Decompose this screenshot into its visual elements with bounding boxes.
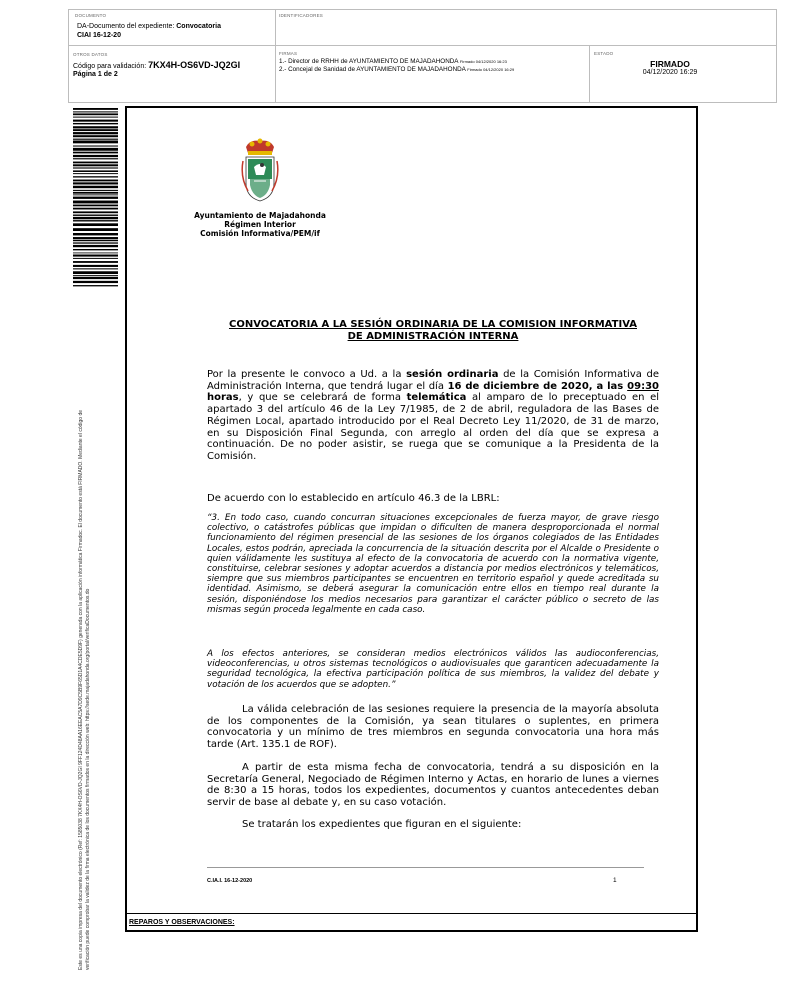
coat-of-arms-logo — [240, 137, 280, 203]
identificadores-cell — [279, 13, 323, 18]
quote-article-46-3: “3. En todo caso, cuando concurran situaciones excepcionales de fuerza mayor, de grave riesgo colectivo, o catástrofes públicas que impidan o dificulten de manera desproporcionada el normal funcionamiento del régimen presencial de las sesiones de los órganos colegiados de las Entidades Locales, estos podrán, apreciada la concurrencia de la situación descrita por el Alcalde o Presidente o quien válidamente les sustituya al efecto de la convocatoria de acuerdo con la normativa vigente, constituirse, celebrar sesiones y adoptar acuerdos a distancia por medios electrónicos y telemáticos, siempre que sus miembros participantes se encuentren en territorio español y quede acreditada su identidad. Asimismo, se deberá asegurar la comunicación entre ellos en tiempo real durante la sesión, disponiéndose los medios necesarios para garantizar el carácter público o secreto de las mismas según proceda legalmente en cada caso. — [207, 513, 659, 615]
reparos-section — [125, 913, 698, 931]
firma-1: 1.- Director de RRHH de AYUNTAMIENTO DE MAJADAHONDA — [279, 58, 459, 65]
document-title — [207, 319, 659, 343]
p1-date: 16 de diciembre de 2020, a las — [447, 380, 628, 392]
paragraph-lbrl: De acuerdo con lo establecido en artículo 46.3 de la LBRL: — [207, 493, 500, 504]
title-line-2: DE ADMINISTRACIÓN INTERNA — [347, 331, 519, 342]
doc-type-value: Convocatoria — [176, 23, 221, 30]
signature-header — [68, 9, 777, 103]
p1-text-a: Por la presente le convoco a Ud. a la — [207, 369, 407, 380]
firma-1-date: Firmado 04/12/2020 16:23 — [459, 59, 507, 64]
paragraph-expedientes: A partir de esta misma fecha de convocatoria, tendrá a su disposición en la Secretaría General, Negociado de Régimen Interno y Actas, en horario de lunes a viernes de 8:30 a 15 horas, todos los expedientes, documentos y cuantos antecedentes deban servir de base al debate y, en su caso votación. — [207, 762, 659, 809]
doc-type-prefix: DA-Documento del expediente: — [77, 23, 175, 30]
barcode-image — [73, 108, 118, 288]
firma-2-date: Firmado 04/12/2020 16:29 — [467, 67, 515, 72]
reparos-label: REPAROS Y OBSERVACIONES: — [129, 919, 235, 926]
estado-date: 04/12/2020 16:29 — [642, 69, 698, 76]
firmas-cell — [279, 51, 587, 74]
side-text-line-2: verificación puede comprobar la validez de la firma electrónica de los documentos firmados en la dirección web: https://sede.majadahonda.org/portal/verificaDocumentos.do — [85, 588, 91, 970]
p1-text-c: de la Comisión Informativa de Administración Interna, que tendrá lugar el día — [207, 369, 659, 392]
validation-prefix: Código para validación: — [73, 63, 147, 70]
p1-time: 09:30 — [627, 380, 659, 392]
paragraph-quorum: La válida celebración de las sesiones requiere la presencia de la mayoría absoluta de los componentes de la Comisión, ya sean titulares o suplentes, en primera convocatoria y un mínimo de tres miembros en segunda convocatoria una hora más tarde (Art. 135.1 de ROF). — [207, 704, 659, 751]
firma-2: 2.- Concejal de Sanidad de AYUNTAMIENTO DE MAJADAHONDA — [279, 66, 466, 73]
quote-efectos: A los efectos anteriores, se consideran medios electrónicos válidos las audioconferencias, videoconferencias, u otros sistemas tecnológicos o audiovisuales que garanticen adecuadamente la seguridad tecnológica, la efectiva participación política de sus miembros, la validez del debate y votación de los acuerdos que se adopten.” — [207, 649, 659, 690]
p1-horas: horas — [207, 392, 239, 404]
paragraph-orden-del-dia: Se tratarán los expedientes que figuran en el siguiente: — [242, 819, 522, 830]
title-line-1: CONVOCATORIA A LA SESIÓN ORDINARIA DE LA COMISION INFORMATIVA — [228, 319, 637, 330]
documento-label: DOCUMENTO — [75, 13, 107, 18]
footer-divider — [207, 867, 644, 868]
validation-code: 7KX4H-OS6VD-JQ2GI — [148, 60, 241, 70]
p1-telematica: telemática — [406, 392, 467, 404]
otros-datos-cell — [73, 52, 240, 79]
page-info: Página 1 de 2 — [73, 71, 118, 78]
documento-cell — [75, 13, 221, 40]
estado-label: ESTADO — [594, 51, 614, 56]
org-reference: Comisión Informativa/PEM/if — [200, 229, 320, 238]
side-text-line-1: Este es una copia impresa del documento electrónico (Ref: 1585038 7KX4H-OS6VD-JQ2GI 9FF124D48AA16EEAC5A7D9C5B9F65D1A4CDE5D9F) generada con la aplicación informática Firmadoc. El documento está FIRMADO. Mediante el código de — [78, 409, 84, 970]
firmas-label: FIRMAS — [279, 51, 298, 56]
org-name: Ayuntamiento de Majadahonda — [194, 211, 326, 220]
estado-cell — [594, 51, 774, 76]
estado-value: FIRMADO — [650, 59, 690, 69]
footer-page-number: 1 — [613, 877, 617, 884]
paragraph-convocatoria — [207, 369, 659, 463]
doc-ref: CIAI 16-12-20 — [77, 32, 121, 39]
identificadores-label: IDENTIFICADORES — [279, 13, 324, 18]
organization-block — [175, 211, 345, 238]
p1-sesion-ordinaria: sesión ordinaria — [406, 369, 499, 380]
verification-side-text — [78, 280, 92, 970]
org-department: Régimen Interior — [224, 220, 296, 229]
otros-datos-label: OTROS DATOS — [73, 52, 108, 57]
p1-text-i: al amparo de lo preceptuado en el apartado 3 del artículo 46 de la Ley 7/1985, de 2 de abril, reguladora de las Bases de Régimen Local, apartado introducido por el Real Decreto Ley 11/2020, de 31 de marzo, en su Disposición Final Segunda, con arreglo al orden del día que se expresa a continuación. De no poder asistir, se ruega que se comunique a la Presidenta de la Comisión. — [207, 392, 659, 462]
footer-reference: C.IA.I. 16-12-2020 — [207, 878, 253, 884]
p1-text-g: , y que se celebrará de forma — [238, 392, 407, 404]
